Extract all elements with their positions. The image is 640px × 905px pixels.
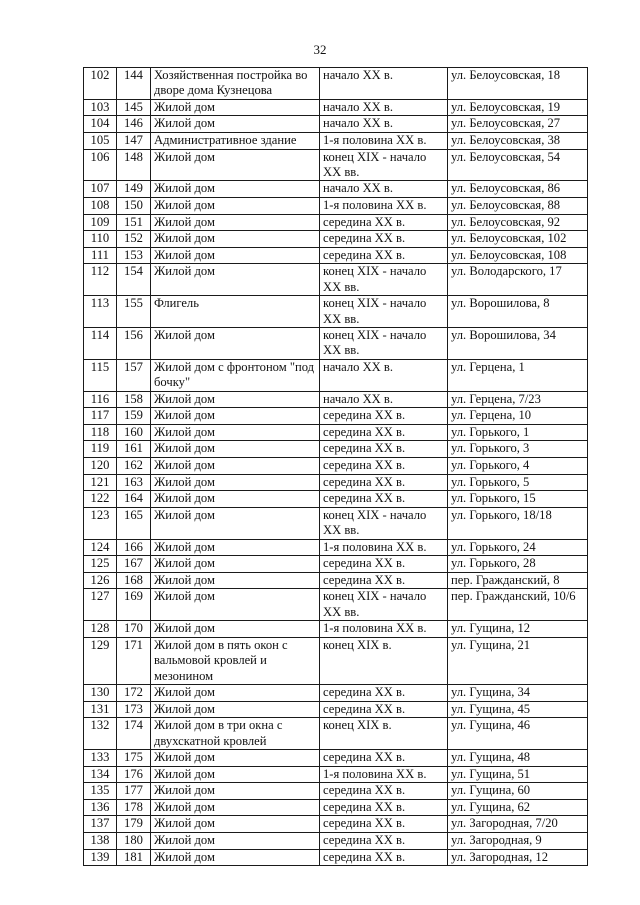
address-cell: ул. Горького, 15 — [448, 491, 588, 508]
table-row — [84, 491, 588, 508]
object-name-cell: Хозяйственная постройка во дворе дома Кузнецова — [151, 68, 320, 100]
object-id-cell: 171 — [117, 637, 151, 684]
object-id-cell: 154 — [117, 264, 151, 296]
object-name-cell: Жилой дом — [151, 589, 320, 621]
object-name-cell: Жилой дом — [151, 474, 320, 491]
row-number-cell: 136 — [84, 799, 117, 816]
table-row — [84, 539, 588, 556]
row-number-cell: 134 — [84, 766, 117, 783]
table-row — [84, 149, 588, 181]
row-number-cell: 105 — [84, 133, 117, 150]
period-cell: 1-я половина XX в. — [320, 621, 448, 638]
period-cell: начало XX в. — [320, 68, 448, 100]
table-row — [84, 214, 588, 231]
object-name-cell: Жилой дом — [151, 783, 320, 800]
object-id-cell: 155 — [117, 296, 151, 328]
address-cell: ул. Гущина, 62 — [448, 799, 588, 816]
table-row — [84, 718, 588, 750]
object-id-cell: 177 — [117, 783, 151, 800]
row-number-cell: 116 — [84, 391, 117, 408]
address-cell: ул. Загородная, 12 — [448, 849, 588, 866]
object-id-cell: 161 — [117, 441, 151, 458]
object-id-cell: 148 — [117, 149, 151, 181]
period-cell: конец XIX в. — [320, 637, 448, 684]
object-id-cell: 166 — [117, 539, 151, 556]
object-name-cell: Жилой дом — [151, 685, 320, 702]
table-row — [84, 424, 588, 441]
address-cell: ул. Белоусовская, 92 — [448, 214, 588, 231]
row-number-cell: 121 — [84, 474, 117, 491]
address-cell: ул. Горького, 1 — [448, 424, 588, 441]
address-cell: ул. Гущина, 46 — [448, 718, 588, 750]
object-id-cell: 158 — [117, 391, 151, 408]
table-row — [84, 507, 588, 539]
object-name-cell: Жилой дом — [151, 766, 320, 783]
object-name-cell: Жилой дом — [151, 621, 320, 638]
period-cell: 1-я половина XX в. — [320, 198, 448, 215]
period-cell: 1-я половина XX в. — [320, 766, 448, 783]
object-id-cell: 145 — [117, 99, 151, 116]
row-number-cell: 113 — [84, 296, 117, 328]
row-number-cell: 122 — [84, 491, 117, 508]
address-cell: ул. Белоусовская, 88 — [448, 198, 588, 215]
period-cell: начало XX в. — [320, 99, 448, 116]
table-row — [84, 99, 588, 116]
address-cell: пер. Гражданский, 10/6 — [448, 589, 588, 621]
object-id-cell: 159 — [117, 408, 151, 425]
row-number-cell: 133 — [84, 750, 117, 767]
period-cell: середина XX в. — [320, 783, 448, 800]
object-name-cell: Жилой дом — [151, 214, 320, 231]
address-cell: ул. Загородная, 9 — [448, 832, 588, 849]
address-cell: ул. Белоусовская, 86 — [448, 181, 588, 198]
period-cell: середина XX в. — [320, 474, 448, 491]
address-cell: ул. Белоусовская, 19 — [448, 99, 588, 116]
table-row — [84, 116, 588, 133]
object-name-cell: Жилой дом — [151, 701, 320, 718]
object-name-cell: Жилой дом — [151, 799, 320, 816]
object-id-cell: 165 — [117, 507, 151, 539]
object-id-cell: 144 — [117, 68, 151, 100]
period-cell: конец XIX в. — [320, 718, 448, 750]
table-row — [84, 783, 588, 800]
table-row — [84, 637, 588, 684]
address-cell: ул. Гущина, 21 — [448, 637, 588, 684]
table-row — [84, 766, 588, 783]
table-row — [84, 198, 588, 215]
period-cell: середина XX в. — [320, 849, 448, 866]
object-name-cell: Жилой дом — [151, 832, 320, 849]
address-cell: ул. Горького, 18/18 — [448, 507, 588, 539]
table-row — [84, 181, 588, 198]
object-name-cell: Жилой дом — [151, 572, 320, 589]
object-id-cell: 152 — [117, 231, 151, 248]
object-name-cell: Жилой дом — [151, 556, 320, 573]
address-cell: ул. Гущина, 60 — [448, 783, 588, 800]
row-number-cell: 128 — [84, 621, 117, 638]
object-name-cell: Жилой дом — [151, 231, 320, 248]
table-row — [84, 589, 588, 621]
address-cell: ул. Белоусовская, 54 — [448, 149, 588, 181]
row-number-cell: 114 — [84, 328, 117, 360]
object-id-cell: 172 — [117, 685, 151, 702]
period-cell: середина XX в. — [320, 441, 448, 458]
row-number-cell: 115 — [84, 359, 117, 391]
table-row — [84, 133, 588, 150]
address-cell: ул. Герцена, 7/23 — [448, 391, 588, 408]
table-row — [84, 849, 588, 866]
row-number-cell: 124 — [84, 539, 117, 556]
table-row — [84, 556, 588, 573]
object-name-cell: Жилой дом в три окна с двухскатной кровлей — [151, 718, 320, 750]
address-cell: ул. Гущина, 51 — [448, 766, 588, 783]
row-number-cell: 131 — [84, 701, 117, 718]
object-id-cell: 150 — [117, 198, 151, 215]
table-row — [84, 408, 588, 425]
table-row — [84, 816, 588, 833]
object-name-cell: Жилой дом — [151, 181, 320, 198]
table-row — [84, 68, 588, 100]
row-number-cell: 130 — [84, 685, 117, 702]
row-number-cell: 118 — [84, 424, 117, 441]
table-row — [84, 799, 588, 816]
object-name-cell: Жилой дом — [151, 391, 320, 408]
object-id-cell: 153 — [117, 247, 151, 264]
object-id-cell: 175 — [117, 750, 151, 767]
table-row — [84, 832, 588, 849]
row-number-cell: 138 — [84, 832, 117, 849]
object-name-cell: Жилой дом — [151, 849, 320, 866]
address-cell: ул. Гущина, 48 — [448, 750, 588, 767]
period-cell: конец XIX - начало XX вв. — [320, 507, 448, 539]
object-id-cell: 162 — [117, 458, 151, 475]
address-cell: ул. Белоусовская, 108 — [448, 247, 588, 264]
row-number-cell: 119 — [84, 441, 117, 458]
address-cell: ул. Белоусовская, 27 — [448, 116, 588, 133]
row-number-cell: 120 — [84, 458, 117, 475]
page-number: 32 — [313, 42, 327, 57]
table-row — [84, 458, 588, 475]
row-number-cell: 132 — [84, 718, 117, 750]
address-cell: ул. Горького, 28 — [448, 556, 588, 573]
row-number-cell: 110 — [84, 231, 117, 248]
period-cell: середина XX в. — [320, 408, 448, 425]
address-cell: ул. Володарского, 17 — [448, 264, 588, 296]
object-id-cell: 157 — [117, 359, 151, 391]
table-row — [84, 621, 588, 638]
address-cell: ул. Горького, 4 — [448, 458, 588, 475]
row-number-cell: 111 — [84, 247, 117, 264]
table-row — [84, 328, 588, 360]
row-number-cell: 123 — [84, 507, 117, 539]
table-row — [84, 359, 588, 391]
address-cell: ул. Гущина, 45 — [448, 701, 588, 718]
period-cell: середина XX в. — [320, 491, 448, 508]
table-row — [84, 750, 588, 767]
object-name-cell: Жилой дом — [151, 116, 320, 133]
period-cell: середина XX в. — [320, 832, 448, 849]
address-cell: ул. Ворошилова, 8 — [448, 296, 588, 328]
address-cell: ул. Горького, 5 — [448, 474, 588, 491]
heritage-objects-table — [83, 67, 588, 866]
address-cell: ул. Горького, 24 — [448, 539, 588, 556]
object-id-cell: 167 — [117, 556, 151, 573]
object-id-cell: 149 — [117, 181, 151, 198]
row-number-cell: 126 — [84, 572, 117, 589]
object-name-cell: Жилой дом — [151, 507, 320, 539]
period-cell: конец XIX - начало XX вв. — [320, 328, 448, 360]
address-cell: ул. Горького, 3 — [448, 441, 588, 458]
object-name-cell: Жилой дом — [151, 458, 320, 475]
period-cell: начало XX в. — [320, 181, 448, 198]
table-row — [84, 474, 588, 491]
row-number-cell: 103 — [84, 99, 117, 116]
table-body — [84, 68, 588, 866]
object-name-cell: Жилой дом — [151, 264, 320, 296]
table-row — [84, 264, 588, 296]
object-name-cell: Жилой дом — [151, 816, 320, 833]
object-id-cell: 174 — [117, 718, 151, 750]
object-id-cell: 178 — [117, 799, 151, 816]
row-number-cell: 108 — [84, 198, 117, 215]
period-cell: конец XIX - начало XX вв. — [320, 264, 448, 296]
table-row — [84, 685, 588, 702]
table-row — [84, 391, 588, 408]
period-cell: середина XX в. — [320, 750, 448, 767]
object-name-cell: Жилой дом — [151, 750, 320, 767]
object-id-cell: 168 — [117, 572, 151, 589]
period-cell: середина XX в. — [320, 247, 448, 264]
row-number-cell: 106 — [84, 149, 117, 181]
object-id-cell: 151 — [117, 214, 151, 231]
object-id-cell: 156 — [117, 328, 151, 360]
row-number-cell: 104 — [84, 116, 117, 133]
address-cell: ул. Белоусовская, 18 — [448, 68, 588, 100]
row-number-cell: 102 — [84, 68, 117, 100]
table-row — [84, 441, 588, 458]
object-id-cell: 146 — [117, 116, 151, 133]
object-name-cell: Жилой дом — [151, 441, 320, 458]
row-number-cell: 112 — [84, 264, 117, 296]
object-id-cell: 160 — [117, 424, 151, 441]
object-id-cell: 180 — [117, 832, 151, 849]
object-id-cell: 164 — [117, 491, 151, 508]
address-cell: ул. Гущина, 12 — [448, 621, 588, 638]
period-cell: середина XX в. — [320, 572, 448, 589]
object-id-cell: 179 — [117, 816, 151, 833]
period-cell: середина XX в. — [320, 816, 448, 833]
period-cell: 1-я половина XX в. — [320, 539, 448, 556]
period-cell: середина XX в. — [320, 458, 448, 475]
object-id-cell: 169 — [117, 589, 151, 621]
row-number-cell: 139 — [84, 849, 117, 866]
object-name-cell: Жилой дом — [151, 408, 320, 425]
period-cell: 1-я половина XX в. — [320, 133, 448, 150]
address-cell: ул. Гущина, 34 — [448, 685, 588, 702]
table-row — [84, 296, 588, 328]
object-id-cell: 147 — [117, 133, 151, 150]
object-name-cell: Жилой дом — [151, 149, 320, 181]
object-id-cell: 163 — [117, 474, 151, 491]
table-row — [84, 572, 588, 589]
period-cell: середина XX в. — [320, 799, 448, 816]
row-number-cell: 129 — [84, 637, 117, 684]
row-number-cell: 125 — [84, 556, 117, 573]
object-name-cell: Жилой дом — [151, 328, 320, 360]
table-row — [84, 231, 588, 248]
object-name-cell: Жилой дом — [151, 247, 320, 264]
row-number-cell: 107 — [84, 181, 117, 198]
object-id-cell: 181 — [117, 849, 151, 866]
row-number-cell: 117 — [84, 408, 117, 425]
period-cell: начало XX в. — [320, 359, 448, 391]
address-cell: ул. Белоусовская, 102 — [448, 231, 588, 248]
address-cell: пер. Гражданский, 8 — [448, 572, 588, 589]
period-cell: середина XX в. — [320, 685, 448, 702]
period-cell: середина XX в. — [320, 556, 448, 573]
row-number-cell: 109 — [84, 214, 117, 231]
object-name-cell: Административное здание — [151, 133, 320, 150]
object-name-cell: Жилой дом — [151, 424, 320, 441]
row-number-cell: 135 — [84, 783, 117, 800]
table-row — [84, 701, 588, 718]
period-cell: начало XX в. — [320, 391, 448, 408]
object-name-cell: Жилой дом — [151, 539, 320, 556]
object-name-cell: Жилой дом в пять окон с вальмовой кровлей и мезонином — [151, 637, 320, 684]
address-cell: ул. Герцена, 10 — [448, 408, 588, 425]
period-cell: середина XX в. — [320, 231, 448, 248]
object-id-cell: 173 — [117, 701, 151, 718]
row-number-cell: 127 — [84, 589, 117, 621]
period-cell: середина XX в. — [320, 424, 448, 441]
period-cell: середина XX в. — [320, 214, 448, 231]
object-name-cell: Жилой дом с фронтоном "под бочку" — [151, 359, 320, 391]
period-cell: конец XIX - начало XX вв. — [320, 296, 448, 328]
object-id-cell: 170 — [117, 621, 151, 638]
object-name-cell: Флигель — [151, 296, 320, 328]
period-cell: конец XIX - начало XX вв. — [320, 149, 448, 181]
address-cell: ул. Загородная, 7/20 — [448, 816, 588, 833]
address-cell: ул. Герцена, 1 — [448, 359, 588, 391]
object-name-cell: Жилой дом — [151, 99, 320, 116]
table-row — [84, 247, 588, 264]
object-name-cell: Жилой дом — [151, 491, 320, 508]
period-cell: конец XIX - начало XX вв. — [320, 589, 448, 621]
period-cell: середина XX в. — [320, 701, 448, 718]
row-number-cell: 137 — [84, 816, 117, 833]
object-id-cell: 176 — [117, 766, 151, 783]
address-cell: ул. Белоусовская, 38 — [448, 133, 588, 150]
address-cell: ул. Ворошилова, 34 — [448, 328, 588, 360]
period-cell: начало XX в. — [320, 116, 448, 133]
object-name-cell: Жилой дом — [151, 198, 320, 215]
